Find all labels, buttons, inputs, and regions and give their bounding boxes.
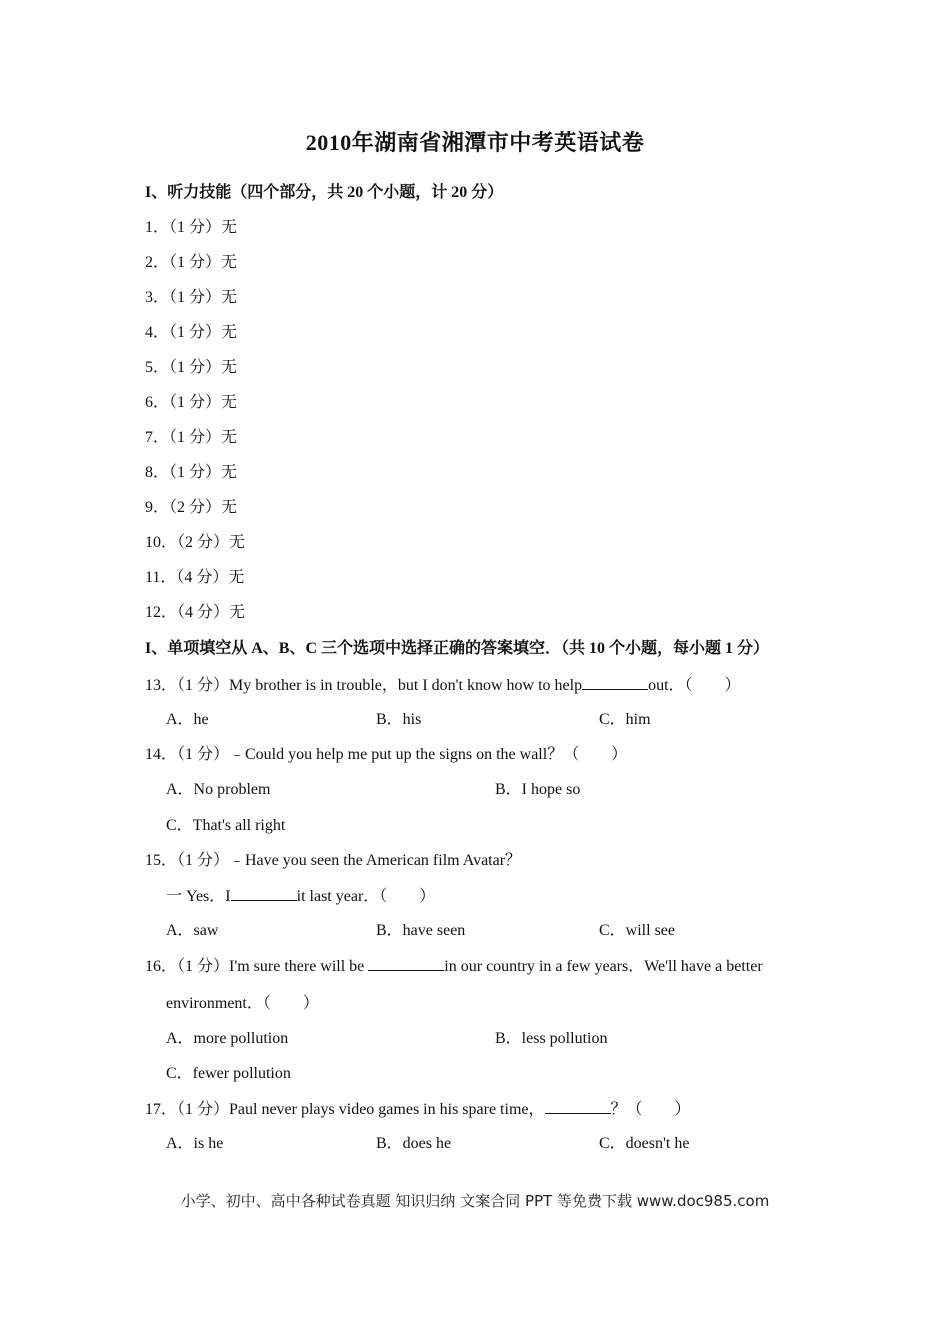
listening-item-12: 12．（4 分）无 (145, 604, 246, 621)
question-16-option-c: C．fewer pollution (166, 1065, 291, 1082)
listening-item-7: 7．（1 分）无 (145, 429, 238, 446)
listening-item-10: 10．（2 分）无 (145, 534, 246, 551)
question-16-option-b: B．less pollution (495, 1030, 608, 1047)
listening-item-3: 3．（1 分）无 (145, 289, 238, 306)
question-16-text-post: in our country in a few years．We'll have a better (444, 958, 763, 975)
answer-blank (231, 886, 297, 901)
answer-blank (368, 956, 444, 971)
question-13-text-post: out．（ ） (648, 677, 741, 694)
answer-blank (545, 1099, 611, 1114)
question-17-option-b: B．does he (376, 1135, 452, 1152)
question-13-stem (145, 675, 741, 696)
question-17-option-a: A．is he (166, 1135, 224, 1152)
page-title: 2010年湖南省湘潭市中考英语试卷 (305, 130, 645, 155)
question-17-text-post: ？（ ） (610, 1101, 691, 1118)
question-14-option-b: B．I hope so (495, 781, 581, 798)
question-16-line-2: environment．（ ） (166, 995, 319, 1012)
question-16-stem (145, 956, 763, 977)
question-15-stem: 15．（1 分）﹣Have you seen the American film Avatar？ (145, 852, 522, 869)
question-14-stem: 14．（1 分）﹣Could you help me put up the signs on the wall？（ ） (145, 746, 628, 763)
section-heading-listening: I、听力技能（四个部分，共 20 个小题，计 20 分） (145, 184, 504, 201)
listening-item-9: 9．（2 分）无 (145, 499, 238, 516)
listening-item-2: 2．（1 分）无 (145, 254, 238, 271)
question-13-option-b: B．his (376, 711, 422, 728)
question-14-option-c: C．That's all right (166, 817, 286, 834)
question-17-text-pre: 17．（1 分）Paul never plays video games in his spare time， (145, 1101, 545, 1118)
question-13-option-a: A．he (166, 711, 209, 728)
question-15-text-pre: 一 Yes．I (166, 888, 231, 905)
question-15-option-b: B．have seen (376, 922, 466, 939)
question-13-text-pre: 13．（1 分）My brother is in trouble，but I don't know how to help (145, 677, 583, 694)
question-15-line-2 (166, 886, 435, 907)
question-17-stem (145, 1099, 691, 1120)
question-15-option-c: C．will see (599, 922, 675, 939)
question-13-option-c: C．him (599, 711, 651, 728)
question-15-option-a: A．saw (166, 922, 219, 939)
listening-item-8: 8．（1 分）无 (145, 464, 238, 481)
listening-item-11: 11．（4 分）无 (145, 569, 245, 586)
answer-blank (582, 675, 648, 690)
question-16-text-pre: 16．（1 分）I'm sure there will be (145, 958, 369, 975)
question-15-text-post: it last year．（ ） (296, 888, 436, 905)
question-17-option-c: C．doesn't he (599, 1135, 690, 1152)
listening-item-5: 5．（1 分）无 (145, 359, 238, 376)
question-14-option-a: A．No problem (166, 781, 271, 798)
page-footer: 小学、初中、高中各种试卷真题 知识归纳 文案合同 PPT 等免费下载 www.doc985.com (180, 1192, 770, 1210)
listening-item-6: 6．（1 分）无 (145, 394, 238, 411)
listening-item-4: 4．（1 分）无 (145, 324, 238, 341)
listening-item-1: 1．（1 分）无 (145, 219, 238, 236)
question-16-option-a: A．more pollution (166, 1030, 289, 1047)
section-heading-single-choice: I、单项填空从 A、B、C 三个选项中选择正确的答案填空．（共 10 个小题，每小题 1 分） (145, 640, 770, 657)
